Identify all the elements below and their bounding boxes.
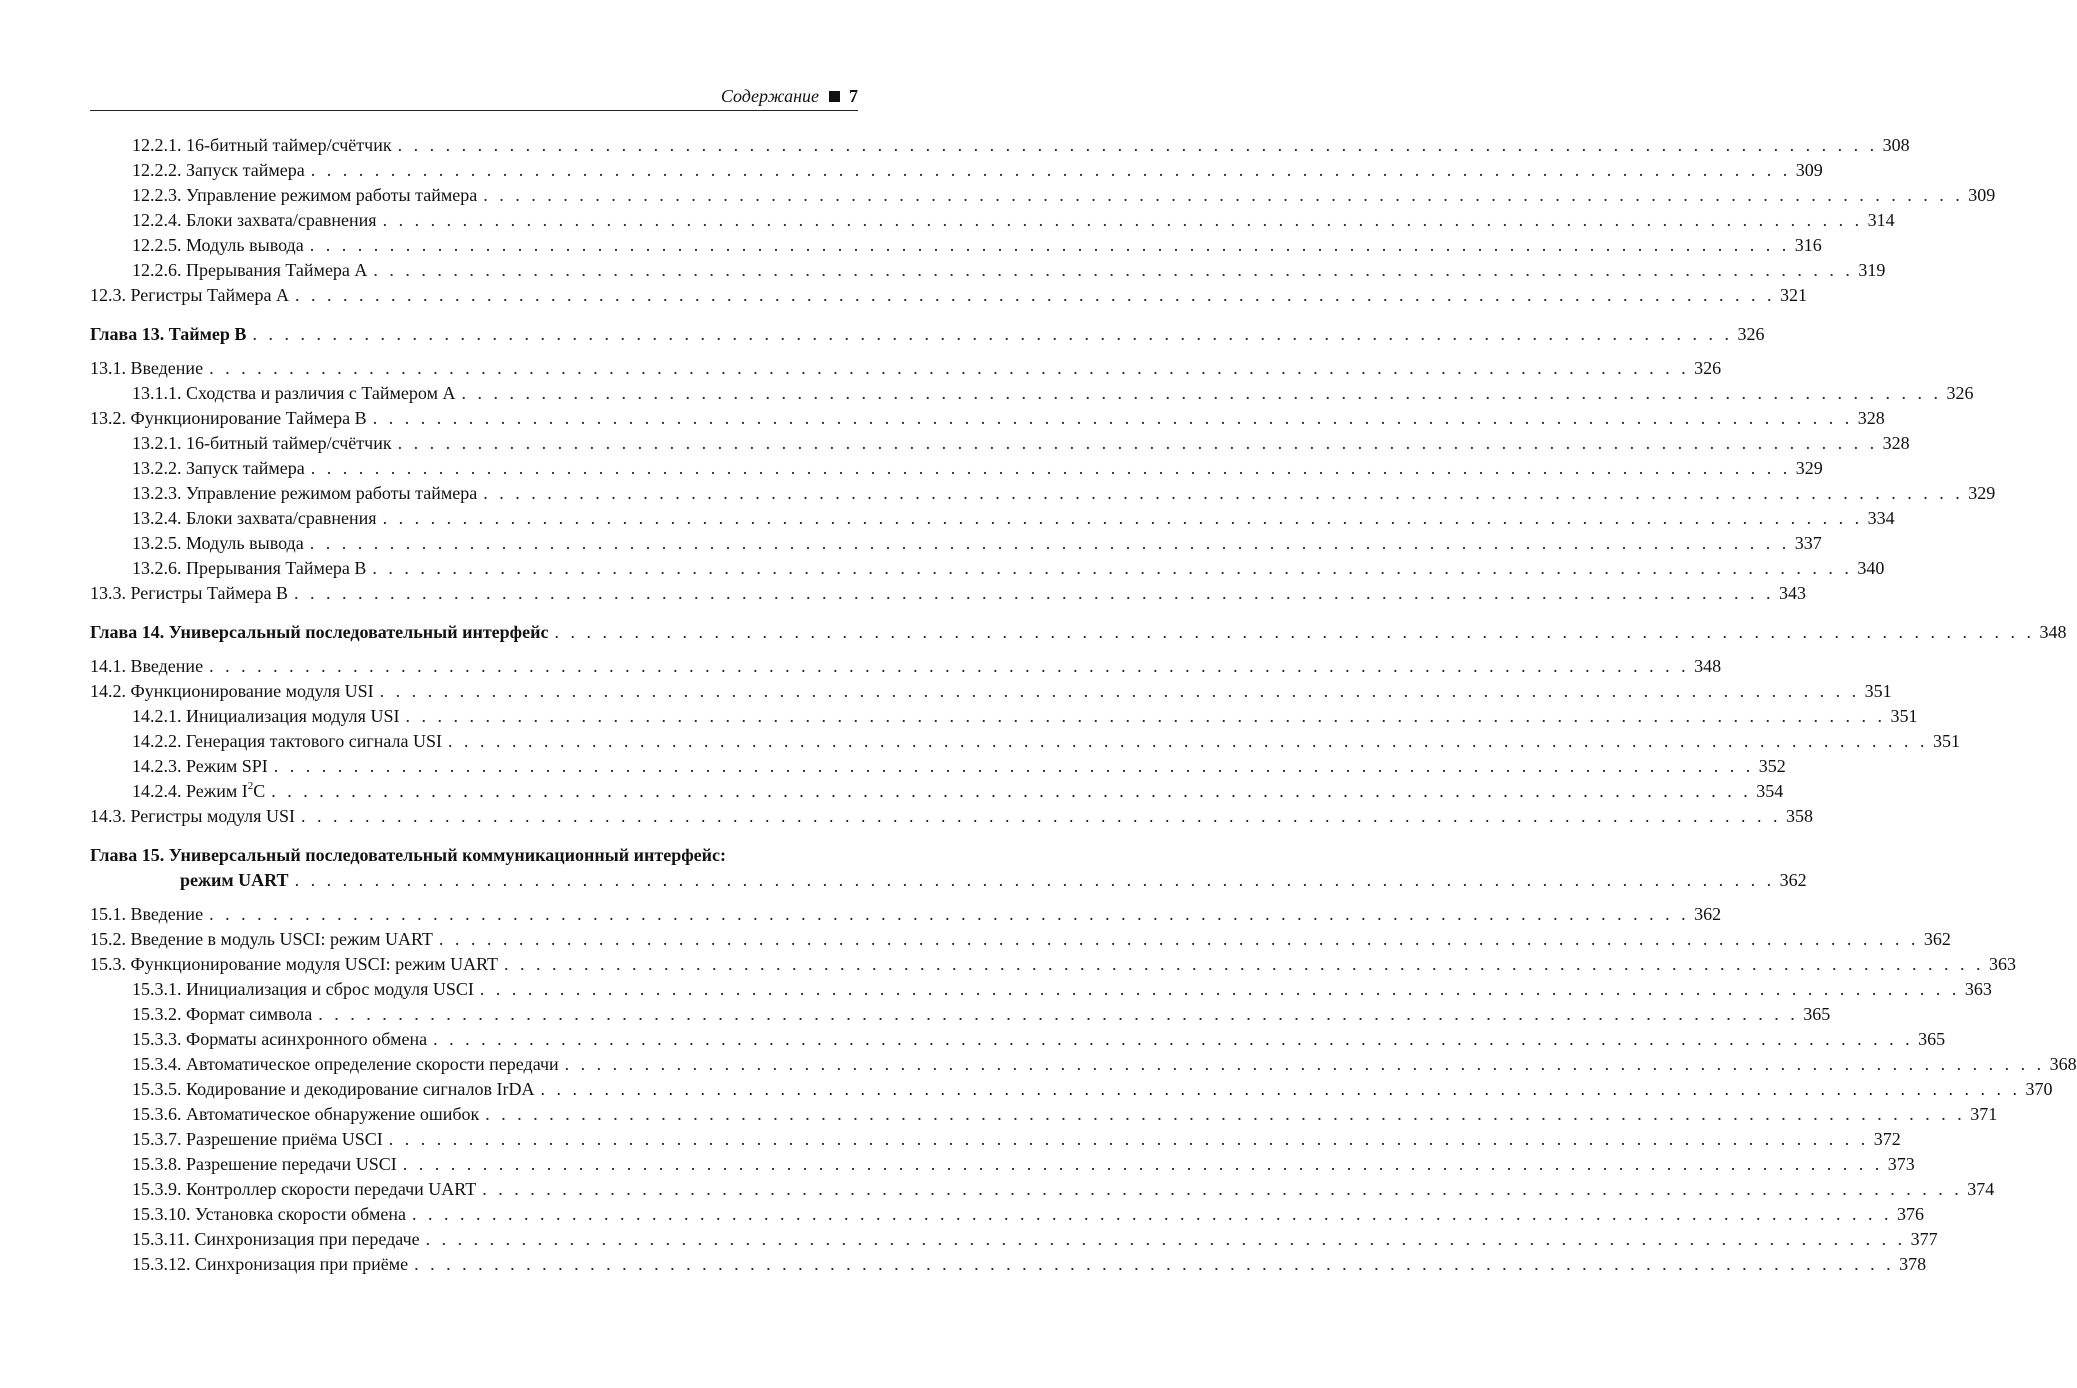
toc-page-number: 362 [1923, 929, 1951, 949]
toc-subsection[interactable] [90, 1027, 1946, 1052]
dot-leader: . . . . . . . . . . . . . . . . . . . . . . . . . . . . . . . . . . . . . . . . . . . . . . . . . . . . . . . . . . . . . . . . . . . . . . . . . . . . . . . . . . . . . . . . . . . . . [379, 681, 1860, 701]
toc-page-number: 329 [1968, 483, 1996, 503]
dot-leader: . . . . . . . . . . . . . . . . . . . . . . . . . . . . . . . . . . . . . . . . . . . . . . . . . . . . . . . . . . . . . . . . . . . . . . . . . . . . . . . . . . . . . . . . . . . . . [479, 979, 1960, 999]
dot-leader: . . . . . . . . . . . . . . . . . . . . . . . . . . . . . . . . . . . . . . . . . . . . . . . . . . . . . . . . . . . . . . . . . . . . . . . . . . . . . . . . . . . . . . . . . . . . . [397, 135, 1878, 155]
toc-entry-title: 15.3.7. Разрешение приёма USCI [132, 1129, 383, 1149]
toc-subsection[interactable] [90, 456, 1823, 481]
dot-leader: . . . . . . . . . . . . . . . . . . . . . . . . . . . . . . . . . . . . . . . . . . . . . . . . . . . . . . . . . . . . . . . . . . . . . . . . . . . . . . . . . . . . . . . . . . . . . [461, 383, 1942, 403]
toc-entry-title: 15.3.12. Синхронизация при приёме [132, 1254, 409, 1274]
toc-subsection[interactable] [90, 779, 1784, 804]
toc-entry-title: 13.2.6. Прерывания Таймера В [132, 558, 367, 578]
toc-page-number: 358 [1785, 806, 1813, 826]
toc-chapter-title: Глава 15. Универсальный последовательный коммуникационный интерфейс: [90, 845, 727, 865]
toc-entry-title: 15.1. Введение [90, 904, 204, 924]
toc-subsection[interactable] [90, 729, 1960, 754]
dot-leader: . . . . . . . . . . . . . . . . . . . . . . . . . . . . . . . . . . . . . . . . . . . . . . . . . . . . . . . . . . . . . . . . . . . . . . . . . . . . . . . . . . . . . . . . . . . . . [273, 756, 1754, 776]
toc-entry-title: 14.1. Введение [90, 656, 204, 676]
toc-page-number: 351 [1864, 681, 1892, 701]
toc-entry-title: Глава 14. Универсальный последовательный интерфейс [90, 622, 549, 642]
dot-leader: . . . . . . . . . . . . . . . . . . . . . . . . . . . . . . . . . . . . . . . . . . . . . . . . . . . . . . . . . . . . . . . . . . . . . . . . . . . . . . . . . . . . . . . . . . . . . [425, 1229, 1906, 1249]
toc-subsection[interactable] [90, 754, 1786, 779]
toc-entry-superscript: 2 [247, 780, 254, 792]
toc-page-number: 363 [1964, 979, 1992, 999]
toc-subsection[interactable] [90, 1002, 1831, 1027]
toc-subsection[interactable] [90, 431, 1910, 456]
toc-subsection[interactable] [90, 556, 1885, 581]
toc-chapter[interactable] [90, 322, 1765, 347]
toc-entry-title: 15.3.4. Автоматическое определение скорости передачи [132, 1054, 559, 1074]
toc-page-number: 337 [1794, 533, 1822, 553]
toc-entry-title: 15.3.1. Инициализация и сброс модуля USCI [132, 979, 474, 999]
toc-section[interactable] [90, 654, 1722, 679]
toc-entry-title: 12.2.1. 16-битный таймер/счётчик [132, 135, 392, 155]
toc-page-number: 370 [2025, 1079, 2053, 1099]
toc-entry-title: 13.2.4. Блоки захвата/сравнения [132, 508, 377, 528]
toc-entry-title: 12.2.5. Модуль вывода [132, 235, 304, 255]
toc-section[interactable] [90, 283, 1807, 308]
toc-section[interactable] [90, 804, 1813, 829]
toc-entry-title: 13.2. Функционирование Таймера В [90, 408, 367, 428]
toc-page-number: 329 [1795, 458, 1823, 478]
toc-entry-title: 14.2. Функционирование модуля USI [90, 681, 374, 701]
dot-leader: . . . . . . . . . . . . . . . . . . . . . . . . . . . . . . . . . . . . . . . . . . . . . . . . . . . . . . . . . . . . . . . . . . . . . . . . . . . . . . . . . . . . . . . . . . . . . [300, 806, 1781, 826]
toc-page-number: 368 [2049, 1054, 2077, 1074]
dot-leader: . . . . . . . . . . . . . . . . . . . . . . . . . . . . . . . . . . . . . . . . . . . . . . . . . . . . . . . . . . . . . . . . . . . . . . . . . . . . . . . . . . . . . . . . . . . . . [414, 1254, 1895, 1274]
toc-entry-title-part: C [253, 781, 266, 801]
toc-entry-title: 13.2.5. Модуль вывода [132, 533, 304, 553]
toc-subsection[interactable] [90, 183, 1996, 208]
toc-chapter[interactable] [90, 620, 2067, 645]
dot-leader: . . . . . . . . . . . . . . . . . . . . . . . . . . . . . . . . . . . . . . . . . . . . . . . . . . . . . . . . . . . . . . . . . . . . . . . . . . . . . . . . . . . . . . . . . . . . . [372, 408, 1853, 428]
dot-leader: . . . . . . . . . . . . . . . . . . . . . . . . . . . . . . . . . . . . . . . . . . . . . . . . . . . . . . . . . . . . . . . . . . . . . . . . . . . . . . . . . . . . . . . . . . . . . [482, 1179, 1963, 1199]
toc-page-number: 340 [1857, 558, 1885, 578]
toc-subsection[interactable] [90, 1152, 1915, 1177]
toc-entry-title: 14.2.1. Инициализация модуля USI [132, 706, 400, 726]
toc-chapter[interactable] [90, 843, 1807, 893]
toc-section[interactable] [90, 952, 2017, 977]
dot-leader: . . . . . . . . . . . . . . . . . . . . . . . . . . . . . . . . . . . . . . . . . . . . . . . . . . . . . . . . . . . . . . . . . . . . . . . . . . . . . . . . . . . . . . . . . . . . . [388, 1129, 1869, 1149]
toc-subsection[interactable] [90, 1252, 1927, 1277]
toc-entry-title-part: 14.2.4. Режим I [132, 781, 248, 801]
running-header [90, 82, 858, 111]
header-section-title: Содержание [720, 85, 819, 106]
toc-entry-title: 15.3.8. Разрешение передачи USCI [132, 1154, 397, 1174]
toc-subsection[interactable] [90, 977, 1992, 1002]
header-page-number: 7 [849, 85, 858, 106]
toc-subsection[interactable] [90, 158, 1823, 183]
toc-page-number: 354 [1756, 781, 1784, 801]
toc-page-number: 319 [1858, 260, 1886, 280]
toc-page-number: 326 [1946, 383, 1974, 403]
toc-page-number: 308 [1882, 135, 1910, 155]
toc-subsection[interactable] [90, 208, 1895, 233]
toc-page-number: 372 [1873, 1129, 1901, 1149]
toc-page-number: 376 [1896, 1204, 1924, 1224]
toc-entry-title: 13.1. Введение [90, 358, 204, 378]
toc-entry-title: 15.3.5. Кодирование и декодирование сигналов IrDA [132, 1079, 535, 1099]
toc-section[interactable] [90, 581, 1806, 606]
toc-chapter-wrap [90, 843, 1807, 893]
dot-leader: . . . . . . . . . . . . . . . . . . . . . . . . . . . . . . . . . . . . . . . . . . . . . . . . . . . . . . . . . . . . . . . . . . . . . . . . . . . . . . . . . . . . . . . . . . . . . [504, 954, 1985, 974]
toc-entry-title: 13.2.2. Запуск таймера [132, 458, 305, 478]
dot-leader: . . . . . . . . . . . . . . . . . . . . . . . . . . . . . . . . . . . . . . . . . . . . . . . . . . . . . . . . . . . . . . . . . . . . . . . . . . . . . . . . . . . . . . . . . . . . . [438, 929, 1919, 949]
toc-page-number: 352 [1758, 756, 1786, 776]
toc-page-number: 365 [1803, 1004, 1831, 1024]
toc-entry-title: 13.3. Регистры Таймера В [90, 583, 288, 603]
toc-page-number: 378 [1899, 1254, 1927, 1274]
toc-entry-title: 13.2.3. Управление режимом работы таймера [132, 483, 478, 503]
toc-page-number: 348 [1694, 656, 1722, 676]
toc-entry-title: 15.2. Введение в модуль USCI: режим UART [90, 929, 433, 949]
toc-entry-title: 15.3.3. Форматы асинхронного обмена [132, 1029, 428, 1049]
toc-page-number: 326 [1737, 324, 1765, 344]
toc-page-number: 348 [2039, 622, 2067, 642]
toc-entry-title: 12.2.3. Управление режимом работы таймера [132, 185, 478, 205]
toc-chapter-title-continued [90, 868, 1807, 893]
toc-entry-title: 15.3.9. Контроллер скорости передачи UART [132, 1179, 477, 1199]
toc-subsection[interactable] [90, 258, 1886, 283]
dot-leader: . . . . . . . . . . . . . . . . . . . . . . . . . . . . . . . . . . . . . . . . . . . . . . . . . . . . . . . . . . . . . . . . . . . . . . . . . . . . . . . . . . . . . . . . . . . . . [564, 1054, 2045, 1074]
dot-leader: . . . . . . . . . . . . . . . . . . . . . . . . . . . . . . . . . . . . . . . . . . . . . . . . . . . . . . . . . . . . . . . . . . . . . . . . . . . . . . . . . . . . . . . . . . . . . [554, 622, 2035, 642]
toc-page-number: 316 [1794, 235, 1822, 255]
toc-entry-title: 14.2.3. Режим SPI [132, 756, 268, 776]
toc-page-number: 314 [1867, 210, 1895, 230]
dot-leader: . . . . . . . . . . . . . . . . . . . . . . . . . . . . . . . . . . . . . . . . . . . . . . . . . . . . . . . . . . . . . . . . . . . . . . . . . . . . . . . . . . . . . . . . . . . . . [318, 1004, 1799, 1024]
dot-leader: . . . . . . . . . . . . . . . . . . . . . . . . . . . . . . . . . . . . . . . . . . . . . . . . . . . . . . . . . . . . . . . . . . . . . . . . . . . . . . . . . . . . . . . . . . . . . [209, 358, 1690, 378]
dot-leader: . . . . . . . . . . . . . . . . . . . . . . . . . . . . . . . . . . . . . . . . . . . . . . . . . . . . . . . . . . . . . . . . . . . . . . . . . . . . . . . . . . . . . . . . . . . . . [397, 433, 1878, 453]
toc-page-number: 328 [1857, 408, 1885, 428]
table-of-contents [90, 133, 2077, 1277]
toc-entry-title: 12.2.2. Запуск таймера [132, 160, 305, 180]
dot-leader: . . . . . . . . . . . . . . . . . . . . . . . . . . . . . . . . . . . . . . . . . . . . . . . . . . . . . . . . . . . . . . . . . . . . . . . . . . . . . . . . . . . . . . . . . . . . . [310, 160, 1791, 180]
dot-leader: . . . . . . . . . . . . . . . . . . . . . . . . . . . . . . . . . . . . . . . . . . . . . . . . . . . . . . . . . . . . . . . . . . . . . . . . . . . . . . . . . . . . . . . . . . . . . [447, 731, 1928, 751]
toc-entry-title: 12.3. Регистры Таймера А [90, 285, 289, 305]
toc-section[interactable] [90, 356, 1722, 381]
toc-page-number: 377 [1910, 1229, 1938, 1249]
dot-leader: . . . . . . . . . . . . . . . . . . . . . . . . . . . . . . . . . . . . . . . . . . . . . . . . . . . . . . . . . . . . . . . . . . . . . . . . . . . . . . . . . . . . . . . . . . . . . [433, 1029, 1914, 1049]
toc-entry-title [132, 779, 265, 804]
toc-subsection[interactable] [90, 1227, 1938, 1252]
toc-subsection[interactable] [90, 481, 1996, 506]
toc-page-number: 309 [1795, 160, 1823, 180]
dot-leader: . . . . . . . . . . . . . . . . . . . . . . . . . . . . . . . . . . . . . . . . . . . . . . . . . . . . . . . . . . . . . . . . . . . . . . . . . . . . . . . . . . . . . . . . . . . . . [411, 1204, 1892, 1224]
toc-section[interactable] [90, 927, 1951, 952]
dot-leader: . . . . . . . . . . . . . . . . . . . . . . . . . . . . . . . . . . . . . . . . . . . . . . . . . . . . . . . . . . . . . . . . . . . . . . . . . . . . . . . . . . . . . . . . . . . . . [310, 458, 1791, 478]
toc-subsection[interactable] [90, 1102, 1998, 1127]
dot-leader: . . . . . . . . . . . . . . . . . . . . . . . . . . . . . . . . . . . . . . . . . . . . . . . . . . . . . . . . . . . . . . . . . . . . . . . . . . . . . . . . . . . . . . . . . . . . . [271, 781, 1752, 801]
toc-subsection[interactable] [90, 531, 1822, 556]
toc-section[interactable] [90, 406, 1885, 431]
toc-subsection[interactable] [90, 506, 1895, 531]
toc-page-number: 351 [1890, 706, 1918, 726]
dot-leader: . . . . . . . . . . . . . . . . . . . . . . . . . . . . . . . . . . . . . . . . . . . . . . . . . . . . . . . . . . . . . . . . . . . . . . . . . . . . . . . . . . . . . . . . . . . . . [372, 558, 1853, 578]
toc-page-number: 362 [1779, 870, 1807, 890]
toc-page-number: 309 [1968, 185, 1996, 205]
dot-leader: . . . . . . . . . . . . . . . . . . . . . . . . . . . . . . . . . . . . . . . . . . . . . . . . . . . . . . . . . . . . . . . . . . . . . . . . . . . . . . . . . . . . . . . . . . . . . [382, 508, 1863, 528]
toc-subsection[interactable] [90, 1052, 2077, 1077]
toc-entry-title: 12.2.4. Блоки захвата/сравнения [132, 210, 377, 230]
toc-subsection[interactable] [90, 381, 1974, 406]
dot-leader: . . . . . . . . . . . . . . . . . . . . . . . . . . . . . . . . . . . . . . . . . . . . . . . . . . . . . . . . . . . . . . . . . . . . . . . . . . . . . . . . . . . . . . . . . . . . . [483, 185, 1964, 205]
dot-leader: . . . . . . . . . . . . . . . . . . . . . . . . . . . . . . . . . . . . . . . . . . . . . . . . . . . . . . . . . . . . . . . . . . . . . . . . . . . . . . . . . . . . . . . . . . . . . [209, 656, 1690, 676]
toc-entry-title: 14.2.2. Генерация тактового сигнала USI [132, 731, 442, 751]
toc-page-number: 328 [1882, 433, 1910, 453]
toc-entry-title: 12.2.6. Прерывания Таймера А [132, 260, 368, 280]
dot-leader: . . . . . . . . . . . . . . . . . . . . . . . . . . . . . . . . . . . . . . . . . . . . . . . . . . . . . . . . . . . . . . . . . . . . . . . . . . . . . . . . . . . . . . . . . . . . . [309, 235, 1790, 255]
toc-page-number: 371 [1970, 1104, 1998, 1124]
dot-leader: . . . . . . . . . . . . . . . . . . . . . . . . . . . . . . . . . . . . . . . . . . . . . . . . . . . . . . . . . . . . . . . . . . . . . . . . . . . . . . . . . . . . . . . . . . . . . [405, 706, 1886, 726]
toc-page-number: 321 [1779, 285, 1807, 305]
dot-leader: . . . . . . . . . . . . . . . . . . . . . . . . . . . . . . . . . . . . . . . . . . . . . . . . . . . . . . . . . . . . . . . . . . . . . . . . . . . . . . . . . . . . . . . . . . . . . [309, 533, 1790, 553]
toc-page-number: 365 [1918, 1029, 1946, 1049]
dot-leader: . . . . . . . . . . . . . . . . . . . . . . . . . . . . . . . . . . . . . . . . . . . . . . . . . . . . . . . . . . . . . . . . . . . . . . . . . . . . . . . . . . . . . . . . . . . . . [373, 260, 1854, 280]
header-square-icon [829, 91, 840, 102]
toc-page-number: 373 [1887, 1154, 1915, 1174]
toc-subsection[interactable] [90, 1202, 1924, 1227]
toc-subsection[interactable] [90, 1077, 2053, 1102]
toc-page-number: 326 [1694, 358, 1722, 378]
dot-leader: . . . . . . . . . . . . . . . . . . . . . . . . . . . . . . . . . . . . . . . . . . . . . . . . . . . . . . . . . . . . . . . . . . . . . . . . . . . . . . . . . . . . . . . . . . . . . [540, 1079, 2021, 1099]
dot-leader: . . . . . . . . . . . . . . . . . . . . . . . . . . . . . . . . . . . . . . . . . . . . . . . . . . . . . . . . . . . . . . . . . . . . . . . . . . . . . . . . . . . . . . . . . . . . . [294, 870, 1775, 890]
toc-entry-title: 15.3.2. Формат символа [132, 1004, 313, 1024]
toc-entry-title: 15.3. Функционирование модуля USCI: режим UART [90, 954, 499, 974]
dot-leader: . . . . . . . . . . . . . . . . . . . . . . . . . . . . . . . . . . . . . . . . . . . . . . . . . . . . . . . . . . . . . . . . . . . . . . . . . . . . . . . . . . . . . . . . . . . . . [483, 483, 1964, 503]
toc-page-number: 351 [1932, 731, 1960, 751]
dot-leader: . . . . . . . . . . . . . . . . . . . . . . . . . . . . . . . . . . . . . . . . . . . . . . . . . . . . . . . . . . . . . . . . . . . . . . . . . . . . . . . . . . . . . . . . . . . . . [485, 1104, 1966, 1124]
toc-subsection[interactable] [90, 1127, 1901, 1152]
toc-entry-title: 15.3.11. Синхронизация при передаче [132, 1229, 420, 1249]
toc-section[interactable] [90, 902, 1722, 927]
toc-subsection[interactable] [90, 233, 1822, 258]
dot-leader: . . . . . . . . . . . . . . . . . . . . . . . . . . . . . . . . . . . . . . . . . . . . . . . . . . . . . . . . . . . . . . . . . . . . . . . . . . . . . . . . . . . . . . . . . . . . . [382, 210, 1863, 230]
dot-leader: . . . . . . . . . . . . . . . . . . . . . . . . . . . . . . . . . . . . . . . . . . . . . . . . . . . . . . . . . . . . . . . . . . . . . . . . . . . . . . . . . . . . . . . . . . . . . [402, 1154, 1883, 1174]
toc-page-number: 362 [1694, 904, 1722, 924]
toc-subsection[interactable] [90, 704, 1918, 729]
toc-entry-title: 13.2.1. 16-битный таймер/счётчик [132, 433, 392, 453]
toc-subsection[interactable] [90, 133, 1910, 158]
toc-section[interactable] [90, 679, 1892, 704]
dot-leader: . . . . . . . . . . . . . . . . . . . . . . . . . . . . . . . . . . . . . . . . . . . . . . . . . . . . . . . . . . . . . . . . . . . . . . . . . . . . . . . . . . . . . . . . . . . . . [209, 904, 1690, 924]
dot-leader: . . . . . . . . . . . . . . . . . . . . . . . . . . . . . . . . . . . . . . . . . . . . . . . . . . . . . . . . . . . . . . . . . . . . . . . . . . . . . . . . . . . . . . . . . . . . . [252, 324, 1733, 344]
dot-leader: . . . . . . . . . . . . . . . . . . . . . . . . . . . . . . . . . . . . . . . . . . . . . . . . . . . . . . . . . . . . . . . . . . . . . . . . . . . . . . . . . . . . . . . . . . . . . [294, 583, 1774, 603]
toc-page-number: 374 [1967, 1179, 1995, 1199]
toc-page-number: 363 [1989, 954, 2017, 974]
toc-subsection[interactable] [90, 1177, 1995, 1202]
toc-entry-title: 15.3.10. Установка скорости обмена [132, 1204, 406, 1224]
toc-page-number: 343 [1779, 583, 1806, 603]
toc-entry-title: 14.3. Регистры модуля USI [90, 806, 295, 826]
dot-leader: . . . . . . . . . . . . . . . . . . . . . . . . . . . . . . . . . . . . . . . . . . . . . . . . . . . . . . . . . . . . . . . . . . . . . . . . . . . . . . . . . . . . . . . . . . . . . [294, 285, 1775, 305]
toc-entry-title: 15.3.6. Автоматическое обнаружение ошибок [132, 1104, 480, 1124]
toc-chapter-title-line2: режим UART [180, 870, 289, 890]
toc-entry-title: 13.1.1. Сходства и различия с Таймером А [132, 383, 456, 403]
toc-entry-title: Глава 13. Таймер В [90, 324, 247, 344]
toc-page-number: 334 [1867, 508, 1895, 528]
